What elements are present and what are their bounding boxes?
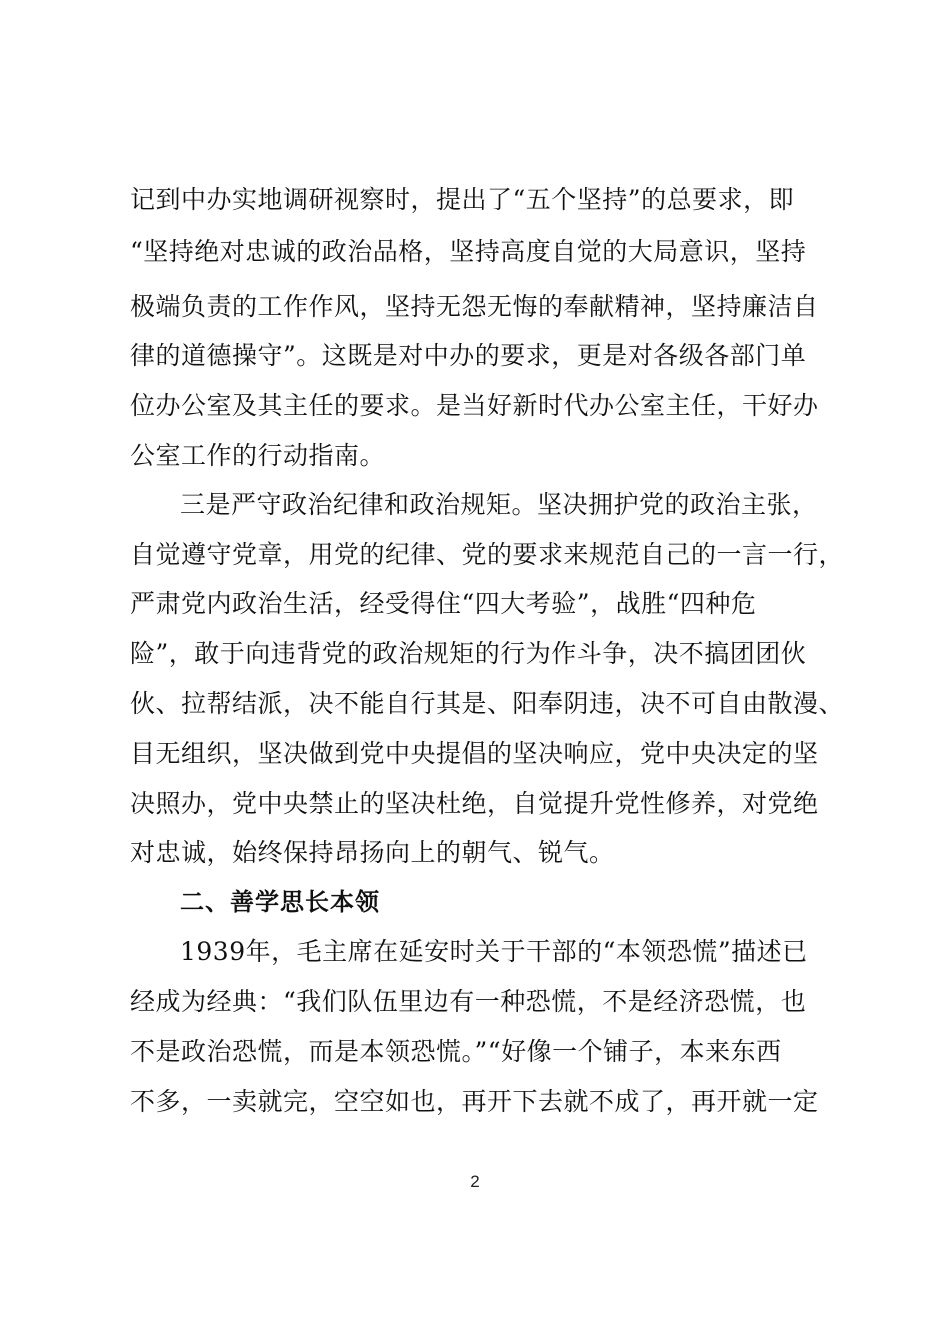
body-text-line: 险”，敢于向违背党的政治规矩的行为作斗争，决不搞团团伙: [130, 639, 807, 668]
body-text-line: 经成为经典：“我们队伍里边有一种恐慌，不是经济恐慌，也: [130, 987, 807, 1016]
paragraph-first-line: 1939年，毛主席在延安时关于干部的“本领恐慌”描述已: [180, 937, 808, 966]
body-text-line: 严肃党内政治生活，经受得住“四大考验”，战胜“四种危: [130, 589, 757, 618]
body-text-line: 决照办，党中央禁止的坚决杜绝，自觉提升党性修养，对党绝: [130, 789, 819, 818]
body-text-line: 不是政治恐慌，而是本领恐慌。”“好像一个铺子，本来东西: [130, 1037, 782, 1066]
body-text-line: 记到中办实地调研视察时，提出了“五个坚持”的总要求，即: [130, 185, 795, 214]
body-text-line: 不多，一卖就完，空空如也，再开下去就不成了，再开就一定: [130, 1087, 819, 1116]
body-text-line: “坚持绝对忠诚的政治品格，坚持高度自觉的大局意识，坚持: [130, 237, 807, 266]
body-text-line: 律的道德操守”。这既是对中办的要求，更是对各级各部门单: [130, 341, 807, 370]
section-heading: 二、善学思长本领: [180, 888, 380, 916]
body-text-line: 公室工作的行动指南。: [130, 441, 386, 470]
paragraph-first-line: 三是严守政治纪律和政治规矩。坚决拥护党的政治主张，: [180, 490, 818, 519]
body-text-line: 位办公室及其主任的要求。是当好新时代办公室主任，干好办: [130, 391, 819, 420]
body-text-line: 自觉遵守党章，用党的纪律、党的要求来规范自己的一言一行，: [130, 540, 845, 569]
body-text-line: 伙、拉帮结派，决不能自行其是、阳奉阴违，决不可自由散漫、: [130, 689, 845, 718]
body-text-line: 目无组织，坚决做到党中央提倡的坚决响应，党中央决定的坚: [130, 739, 819, 768]
body-text-line: 极端负责的工作作风，坚持无怨无悔的奉献精神，坚持廉洁自: [130, 292, 819, 321]
page-number: 2: [470, 1172, 480, 1191]
body-text-line: 对忠诚，始终保持昂扬向上的朝气、锐气。: [130, 838, 615, 867]
